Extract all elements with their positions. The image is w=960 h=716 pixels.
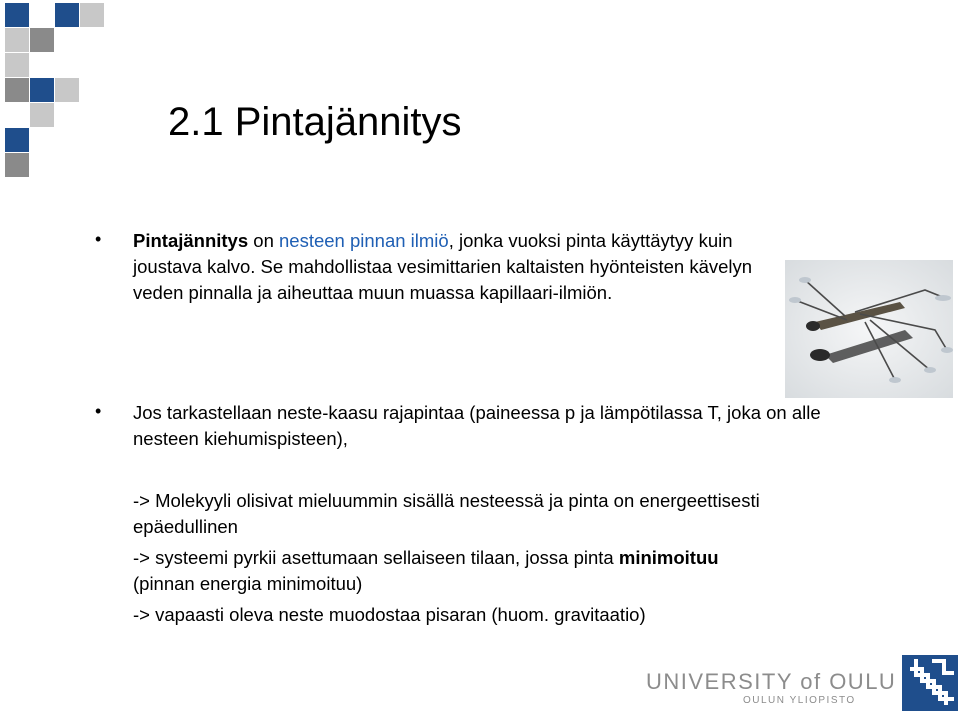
bullet-marker: • bbox=[95, 401, 102, 421]
deco-square bbox=[55, 3, 79, 27]
paragraph-text: , jonka vuoksi pinta käyttäytyy kuin joustava kalvo. Se mahdollistaa vesimittarien kaltaisten hyönteisten kävelyn veden pinnalla ja aiheuttaa muun muassa kapillaari-ilmiön. bbox=[133, 230, 753, 303]
consequence-text: -> systeemi pyrkii asettumaan sellaiseen tilaan, jossa pinta bbox=[133, 547, 619, 568]
deco-square bbox=[5, 28, 29, 52]
paragraph-surface-tension bbox=[133, 228, 793, 306]
water-strider-image bbox=[785, 260, 953, 398]
deco-square bbox=[5, 53, 29, 77]
deco-square bbox=[5, 78, 29, 102]
consequence-line-1: -> Molekyyli olisivat mieluummin sisällä nesteessä ja pinta on energeettisesti epäedullinen bbox=[133, 490, 760, 537]
deco-square bbox=[30, 103, 54, 127]
paragraph-text: on bbox=[248, 230, 279, 251]
term-bold: Pintajännitys bbox=[133, 230, 249, 251]
corner-decoration bbox=[0, 0, 110, 180]
slide-title: 2.1 Pintajännitys bbox=[168, 100, 462, 144]
water-strider-photo bbox=[785, 260, 953, 398]
university-logo-icon bbox=[902, 655, 958, 711]
highlight-phrase: nesteen pinnan ilmiö bbox=[279, 230, 449, 251]
deco-square bbox=[5, 128, 29, 152]
bullet-marker: • bbox=[95, 229, 102, 249]
logo-mark-icon bbox=[902, 655, 958, 711]
paragraph-interface: Jos tarkastellaan neste-kaasu rajapintaa (paineessa p ja lämpötilassa T, joka on alle nesteen kiehumispisteen), bbox=[133, 402, 821, 449]
consequence-line-3: -> vapaasti oleva neste muodostaa pisaran (huom. gravitaatio) bbox=[133, 604, 646, 625]
consequence-bold: minimoituu bbox=[618, 547, 719, 568]
deco-square bbox=[5, 3, 29, 27]
university-name: UNIVERSITY of OULU bbox=[646, 669, 897, 694]
deco-square bbox=[80, 3, 104, 27]
deco-square bbox=[55, 78, 79, 102]
university-local-name: OULUN YLIOPISTO bbox=[743, 695, 856, 706]
deco-square bbox=[5, 153, 29, 177]
consequence-text: (pinnan energia minimoituu) bbox=[133, 573, 363, 594]
deco-square bbox=[30, 28, 54, 52]
deco-square bbox=[30, 78, 54, 102]
consequence-line-2 bbox=[133, 545, 773, 597]
